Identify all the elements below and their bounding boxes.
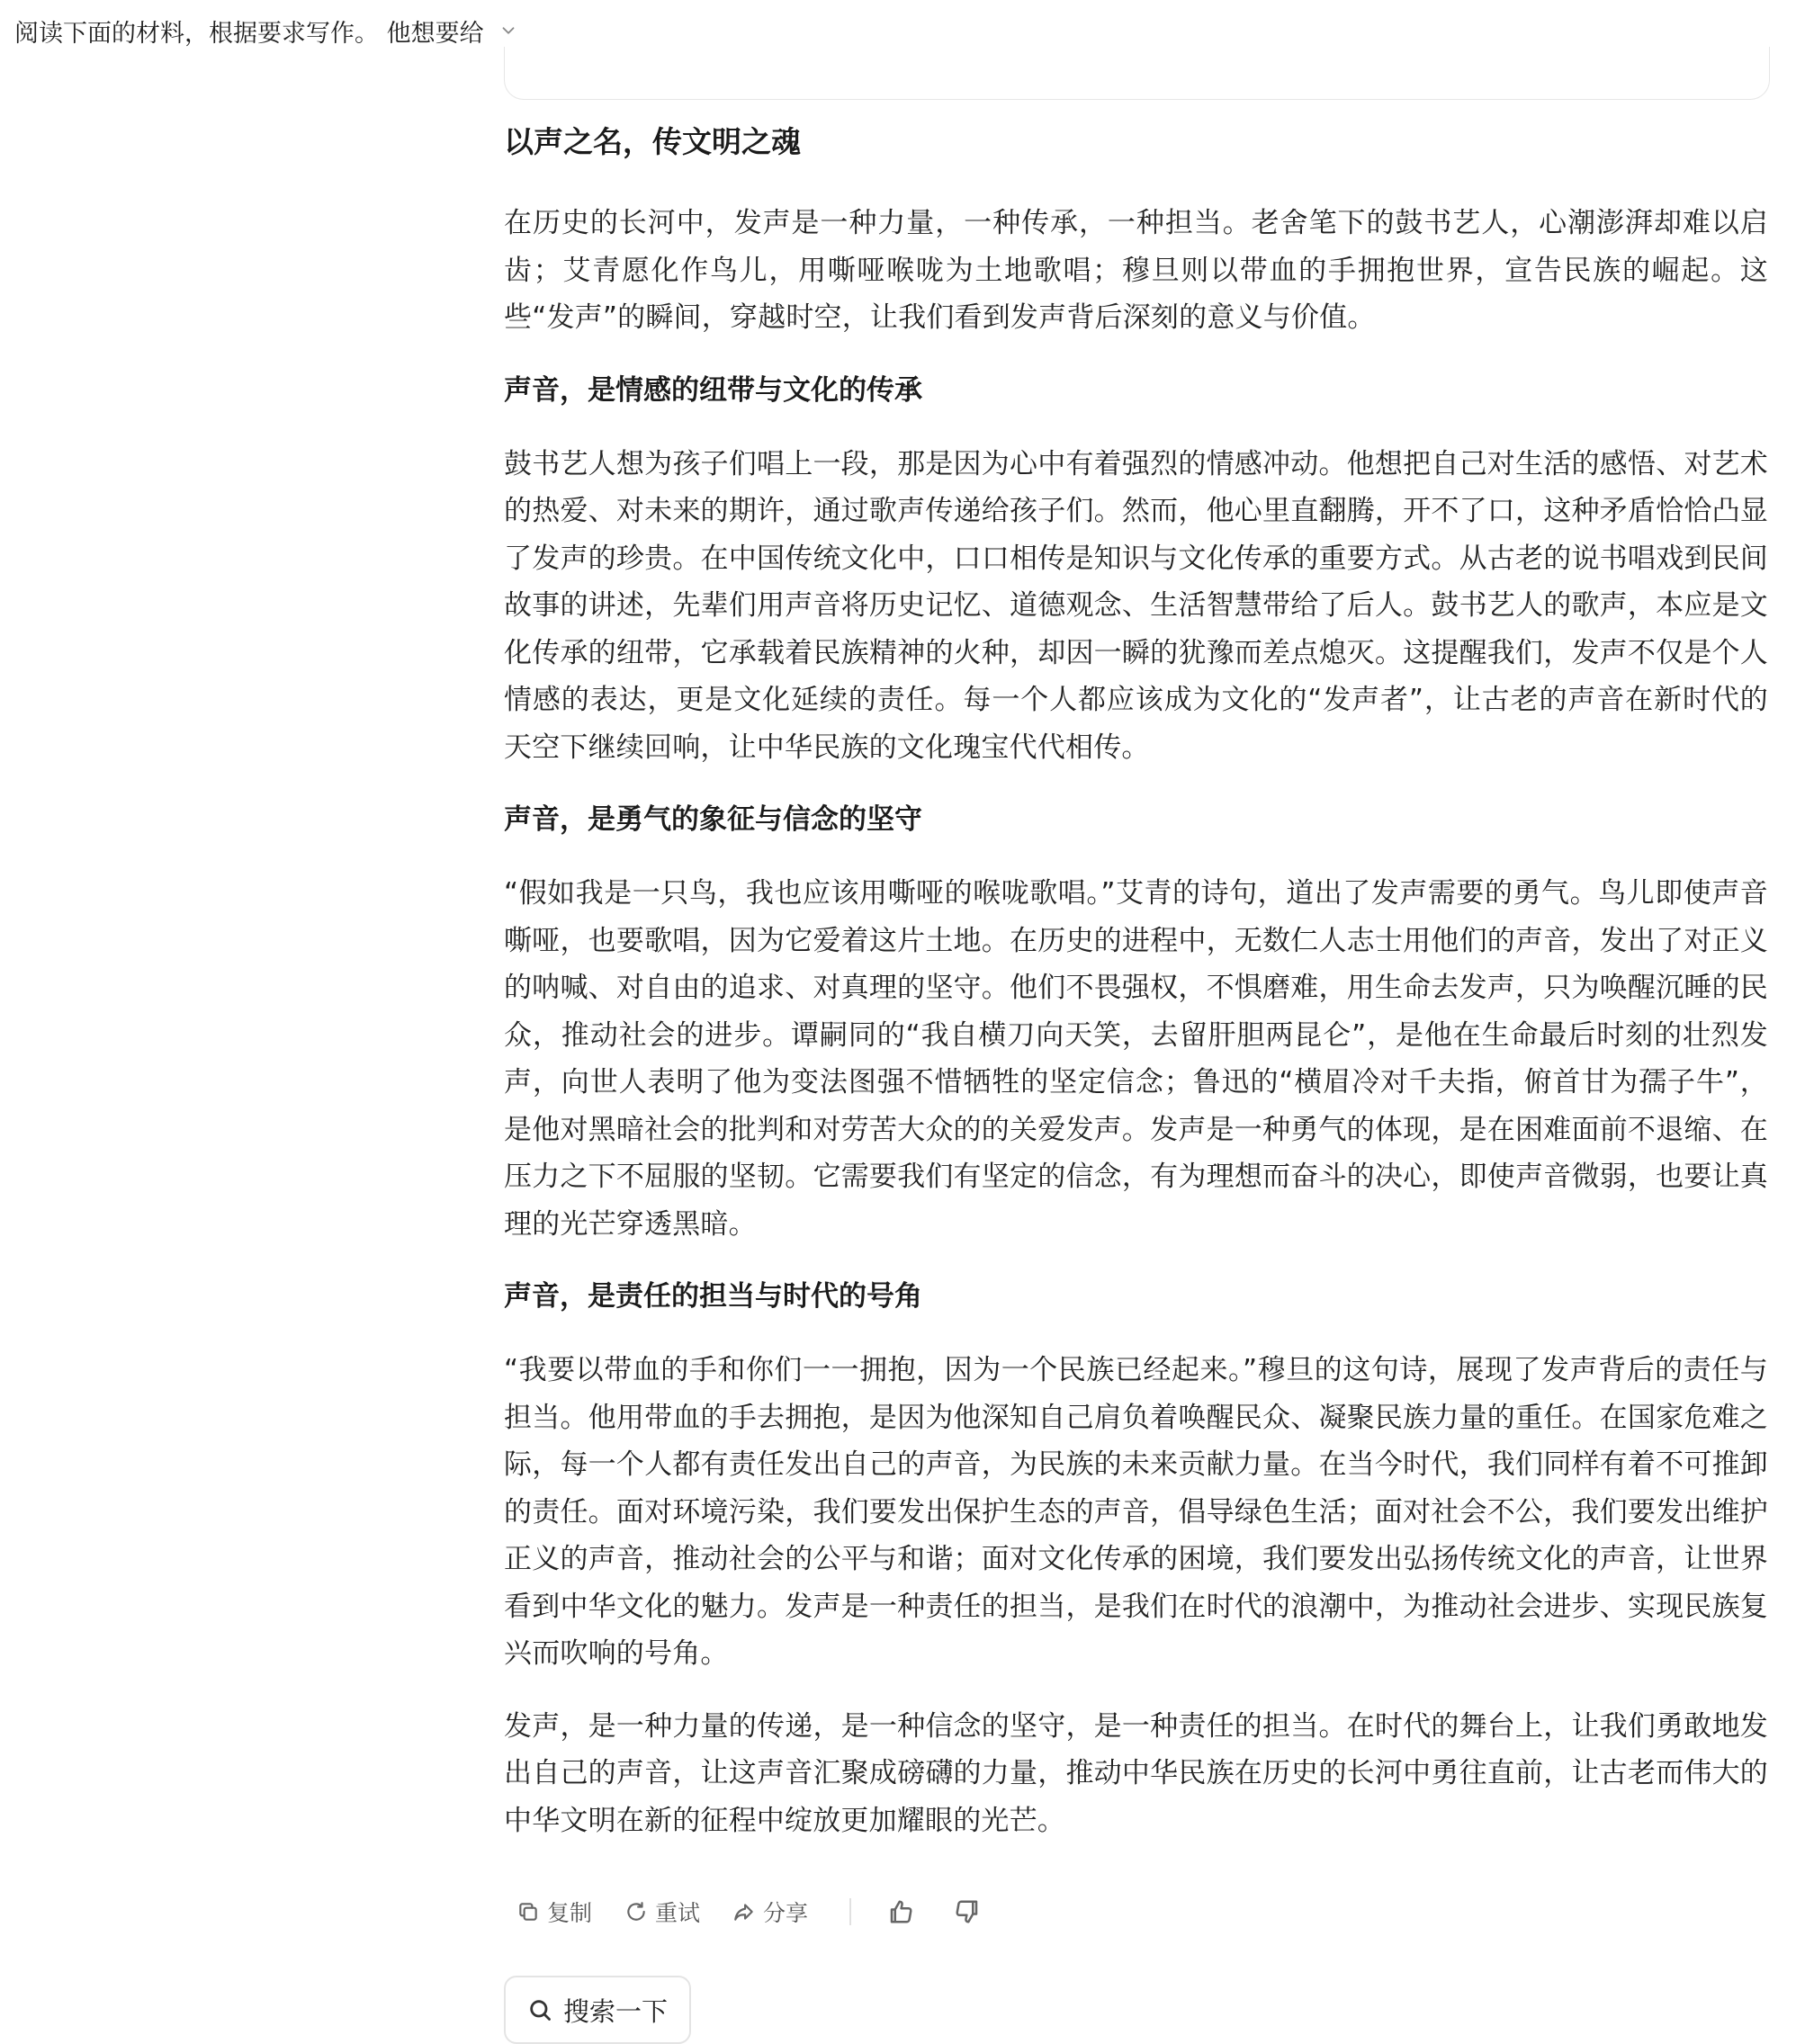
answer-content: [504, 119, 1768, 1869]
retry-button[interactable]: [612, 1890, 713, 1933]
section-heading: 声音，是情感的纽带与文化的传承: [504, 373, 922, 407]
section-body: “我要以带血的手和你们一一拥抱，因为一个民族已经起来。”穆旦的这句诗，展现了发声背后的责任与担当。他用带血的手去拥抱，是因为他深知自己肩负着唤醒民众、凝聚民族力量的重任。在国家危难之际，每一个人都有责任发出自己的声音，为民族的未来贡献力量。在当今时代，我们同样有着不可推卸的责任。面对环境污染，我们要发出保护生态的声音，倡导绿色生活；面对社会不公，我们要发出维护正义的声音，推动社会的公平与和谐；面对文化传承的困境，我们要发出弘扬传统文化的声音，让世界看到中华文化的魅力。发声是一种责任的担当，是我们在时代的浪潮中，为推动社会进步、实现民族复兴而吹响的号角。: [504, 1354, 1768, 1670]
thumbs-down-icon: [954, 1898, 981, 1925]
search-label: 搜索一下: [562, 1995, 668, 2027]
chevron-down-icon: [498, 21, 518, 40]
message-actions: [504, 1889, 1008, 1934]
search-icon: [527, 1997, 552, 2022]
copy-icon: [516, 1900, 540, 1923]
dislike-button[interactable]: [941, 1893, 993, 1931]
retry-icon: [624, 1900, 648, 1923]
section-heading: 声音，是责任的担当与时代的号角: [504, 1280, 922, 1313]
section-heading: 声音，是勇气的象征与信念的坚守: [504, 803, 922, 836]
essay-title: 以声之名，传文明之魂: [504, 124, 801, 159]
search-button[interactable]: [504, 1976, 691, 2044]
essay-intro: 在历史的长河中，发声是一种力量，一种传承，一种担当。老舍笔下的鼓书艺人，心潮澎湃却难以启齿；艾青愿化作鸟儿，用嘶哑喉咙为土地歌唱；穆旦则以带血的手拥抱世界，宣告民族的崛起。这些“发声”的瞬间，穿越时空，让我们看到发声背后深刻的意义与价值。: [504, 207, 1768, 334]
conversation-title[interactable]: [14, 13, 518, 49]
conversation-title-text: 阅读下面的材料，根据要求写作。 他想要给: [14, 19, 484, 48]
retry-label: 重试: [655, 1900, 701, 1926]
thumbs-up-icon: [887, 1898, 914, 1925]
share-button[interactable]: [720, 1890, 821, 1933]
share-label: 分享: [763, 1900, 809, 1926]
actions-divider: [849, 1898, 851, 1925]
copy-button[interactable]: [504, 1890, 605, 1933]
like-button[interactable]: [875, 1893, 927, 1931]
essay-conclusion: 发声，是一种力量的传递，是一种信念的坚守，是一种责任的担当。在时代的舞台上，让我们勇敢地发出自己的声音，让这声音汇聚成磅礴的力量，推动中华民族在历史的长河中勇往直前，让古老而伟大的中华文明在新的征程中绽放更加耀眼的光芒。: [504, 1709, 1768, 1837]
share-icon: [732, 1900, 756, 1923]
copy-label: 复制: [547, 1900, 593, 1926]
section-body: 鼓书艺人想为孩子们唱上一段，那是因为心中有着强烈的情感冲动。他想把自己对生活的感悟、对艺术的热爱、对未来的期许，通过歌声传递给孩子们。然而，他心里直翻腾，开不了口，这种矛盾恰恰凸显了发声的珍贵。在中国传统文化中，口口相传是知识与文化传承的重要方式。从古老的说书唱戏到民间故事的讲述，先辈们用声音将历史记忆、道德观念、生活智慧带给了后人。鼓书艺人的歌声，本应是文化传承的纽带，它承载着民族精神的火种，却因一瞬的犹豫而差点熄灭。这提醒我们，发声不仅是个人情感的表达，更是文化延续的责任。每一个人都应该成为文化的“发声者”，让古老的声音在新时代的天空下继续回响，让中华民族的文化瑰宝代代相传。: [504, 447, 1768, 764]
previous-message-card: [504, 47, 1770, 100]
section-body: “假如我是一只鸟，我也应该用嘶哑的喉咙歌唱。”艾青的诗句，道出了发声需要的勇气。鸟儿即使声音嘶哑，也要歌唱，因为它爱着这片土地。在历史的进程中，无数仁人志士用他们的声音，发出了对正义的呐喊、对自由的追求、对真理的坚守。他们不畏强权，不惧磨难，用生命去发声，只为唤醒沉睡的民众，推动社会的进步。谭嗣同的“我自横刀向天笑，去留肝胆两昆仑”，是他在生命最后时刻的壮烈发声，向世人表明了他为变法图强不惜牺牲的坚定信念；鲁迅的“横眉冷对千夫指，俯首甘为孺子牛”，是他对黑暗社会的批判和对劳苦大众的的关爱发声。发声是一种勇气的体现，是在困难面前不退缩、在压力之下不屈服的坚韧。它需要我们有坚定的信念，有为理想而奋斗的决心，即使声音微弱，也要让真理的光芒穿透黑暗。: [504, 877, 1768, 1241]
